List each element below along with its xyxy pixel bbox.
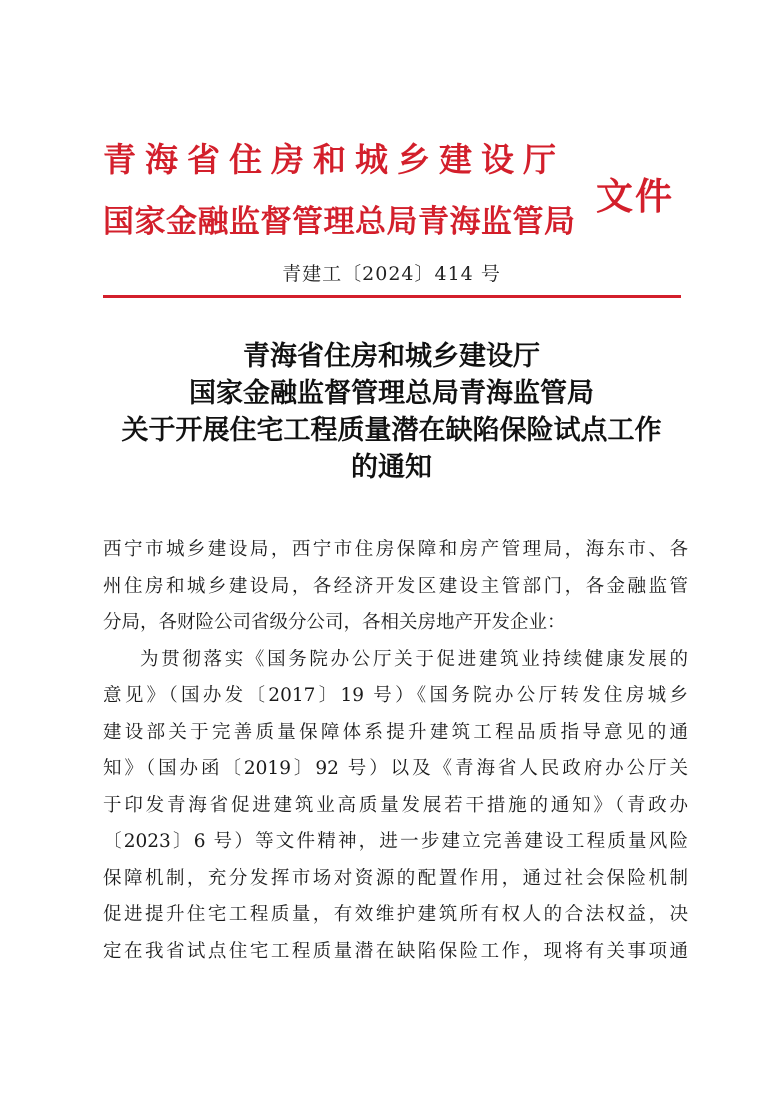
body-line: 保障机制，充分发挥市场对资源的配置作用，通过社会保险机制: [103, 867, 688, 889]
addressee-line: 州住房和城乡建设局，各经济开发区建设主管部门，各金融监管: [103, 575, 688, 597]
red-divider: [103, 295, 681, 298]
body-line: 促进提升住宅工程质量，有效维护建筑所有权人的合法权益，决: [103, 904, 688, 925]
document-body: [103, 532, 688, 970]
addressee-line: 分局，各财险公司省级分公司，各相关房地产开发企业：: [103, 612, 566, 633]
issuer-line-1: 青海省住房和城乡建设厅: [103, 140, 565, 179]
issuer-line-2: 国家金融监督管理总局青海监管局: [103, 204, 576, 240]
document-word: 文件: [596, 174, 674, 218]
body-line: 意见》（国办发〔2017〕19 号）《国务院办公厅转发住房城乡: [103, 685, 688, 706]
body-line: 定在我省试点住宅工程质量潜在缺陷保险工作，现将有关事项通: [103, 940, 688, 962]
body-line: 建设部关于完善质量保障体系提升建筑工程品质指导意见的通: [103, 721, 688, 743]
body-line: 〔2023〕6 号）等文件精神，进一步建立完善建设工程质量风险: [103, 831, 688, 852]
body-line: 于印发青海省促进建筑业高质量发展若干措施的通知》（青政办: [103, 794, 688, 816]
body-line: 知》（国办函〔2019〕92 号）以及《青海省人民政府办公厅关: [103, 758, 688, 779]
document-title: [0, 338, 783, 486]
document-number: 青建工〔2024〕414 号: [282, 263, 501, 285]
title-line: 青海省住房和城乡建设厅: [243, 341, 540, 372]
title-line: 关于开展住宅工程质量潜在缺陷保险试点工作: [121, 415, 662, 446]
body-line: 为贯彻落实《国务院办公厅关于促进建筑业持续健康发展的: [140, 648, 688, 670]
title-line: 的通知: [351, 452, 432, 483]
title-line: 国家金融监督管理总局青海监管局: [189, 378, 594, 409]
addressee-line: 西宁市城乡建设局，西宁市住房保障和房产管理局，海东市、各: [103, 539, 688, 560]
